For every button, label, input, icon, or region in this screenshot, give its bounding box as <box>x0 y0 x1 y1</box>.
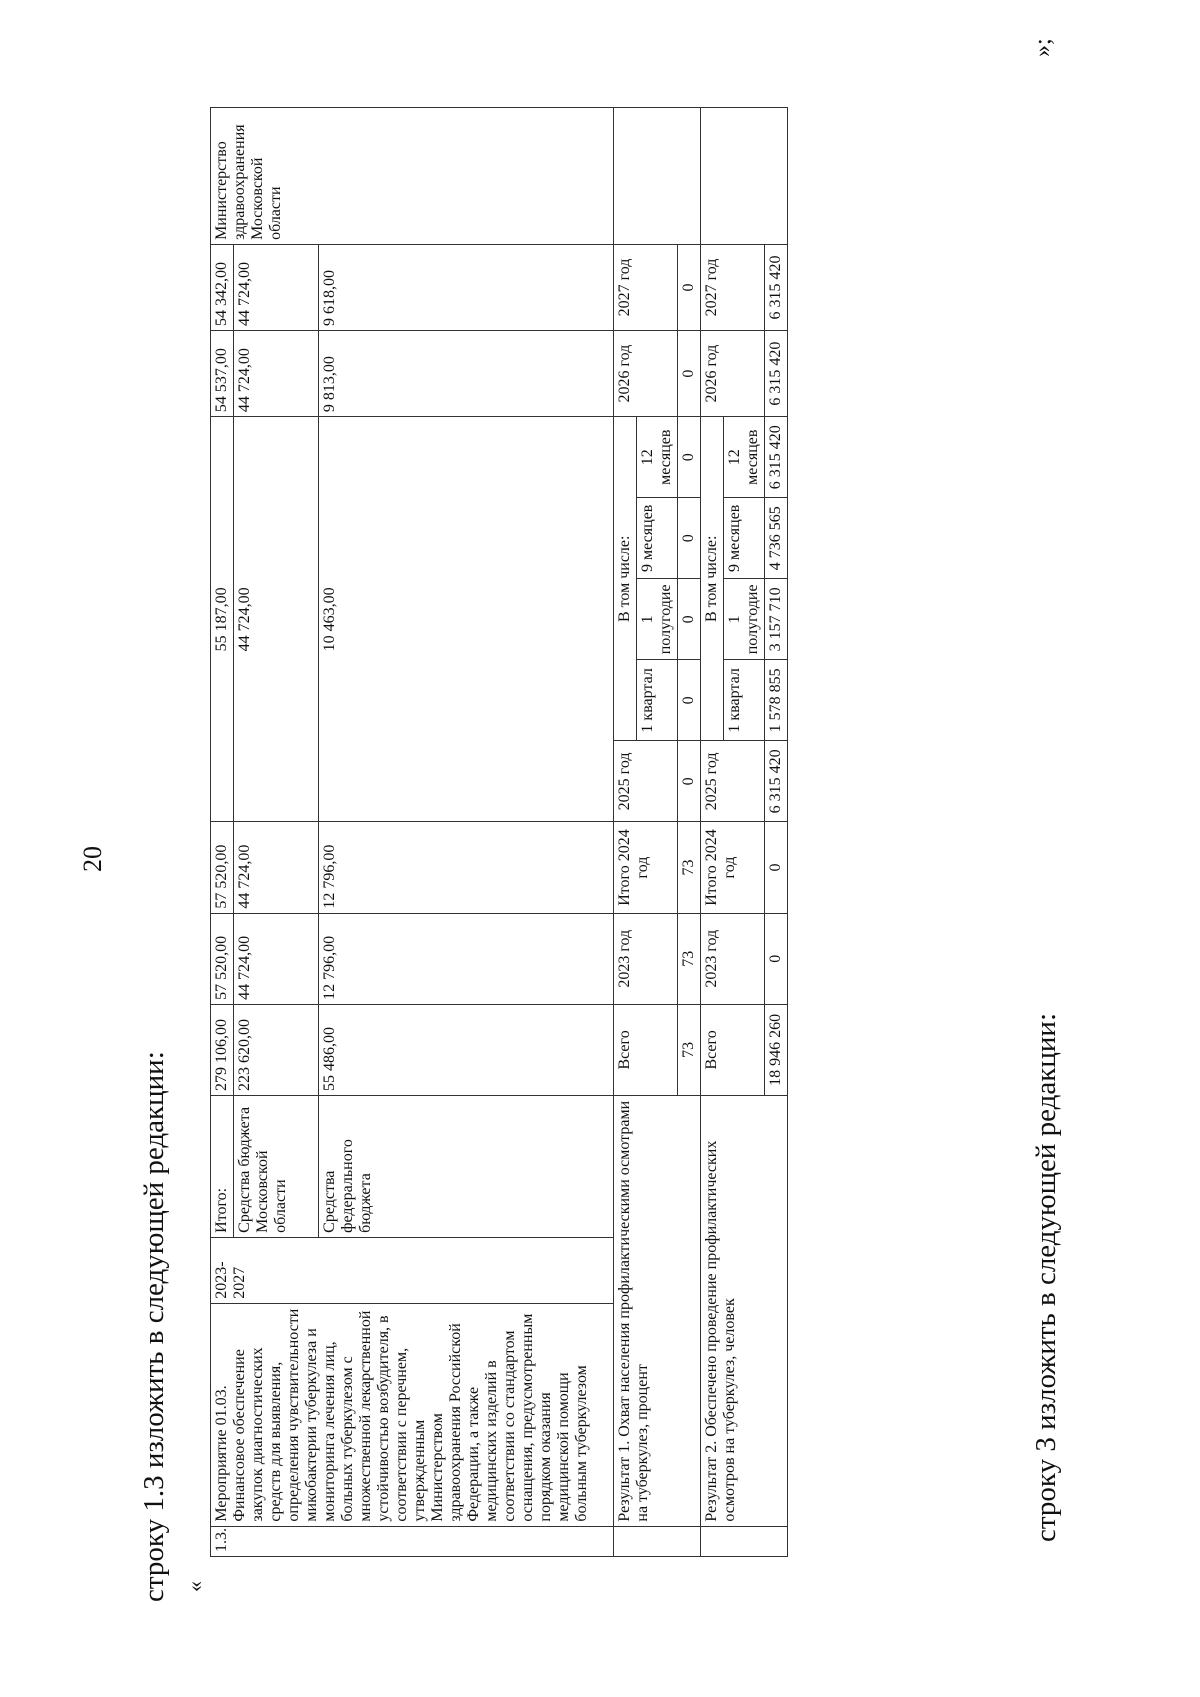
value-cell: 279 106,00 <box>211 1004 234 1095</box>
value-cell: 44 724,00 <box>234 913 319 1004</box>
value-cell: 55 187,00 <box>211 417 234 822</box>
table-row <box>614 108 637 1557</box>
responsible: Министерство здравоохранения Московской области <box>211 108 614 245</box>
header-cell: В том числе: <box>614 417 637 741</box>
header-cell: 2027 год <box>701 244 765 330</box>
header-cell: Всего <box>614 1004 678 1095</box>
table-row <box>701 108 724 1557</box>
source-cell: Итого: <box>211 1096 234 1238</box>
outro-text: строку 3 изложить в следующей редакции: <box>1030 1013 1062 1542</box>
value-cell: 0 <box>678 579 701 660</box>
program-table <box>210 107 788 1557</box>
value-cell: 44 724,00 <box>234 822 319 913</box>
value-cell: 0 <box>678 244 701 330</box>
header-cell: 1 полугодие <box>637 579 678 660</box>
value-cell: 1 578 855 <box>765 660 788 741</box>
value-cell: 0 <box>678 660 701 741</box>
value-cell: 73 <box>678 1004 701 1095</box>
header-cell: 2023 год <box>614 913 678 1004</box>
value-cell: 0 <box>678 331 701 417</box>
value-cell: 54 537,00 <box>211 331 234 417</box>
value-cell: 73 <box>678 913 701 1004</box>
value-cell: 54 342,00 <box>211 244 234 330</box>
page-number: 20 <box>78 846 107 872</box>
header-cell: 2027 год <box>614 244 678 330</box>
value-cell: 44 724,00 <box>234 244 319 330</box>
value-cell: 0 <box>765 822 788 913</box>
value-cell: 9 813,00 <box>319 331 614 417</box>
result-name: Результат 2. Обеспечено проведение профилактических осмотров на туберкулез, человек <box>701 1096 788 1527</box>
value-cell: 10 463,00 <box>319 417 614 822</box>
value-cell: 6 315 420 <box>765 244 788 330</box>
value-cell: 73 <box>678 822 701 913</box>
header-cell: 12 месяцев <box>637 417 678 498</box>
open-quote: « <box>182 1581 207 1592</box>
header-cell: Итого 2024 год <box>614 822 678 913</box>
value-cell: 0 <box>678 417 701 498</box>
value-cell: 18 946 260 <box>765 1004 788 1095</box>
intro-text: строку 1.3 изложить в следующей редакции: <box>138 1051 170 1602</box>
value-cell: 223 620,00 <box>234 1004 319 1095</box>
header-cell: 1 полугодие <box>724 579 765 660</box>
header-cell: Итого 2024 год <box>701 822 765 913</box>
value-cell: 44 724,00 <box>234 417 319 822</box>
header-cell: 2026 год <box>614 331 678 417</box>
value-cell: 44 724,00 <box>234 331 319 417</box>
header-cell: 2026 год <box>701 331 765 417</box>
value-cell: 3 157 710 <box>765 579 788 660</box>
source-cell: Средства бюджета Московской области <box>234 1096 319 1238</box>
header-cell: Всего <box>701 1004 765 1095</box>
header-cell: В том числе: <box>701 417 724 741</box>
value-cell: 0 <box>678 498 701 579</box>
header-cell: 1 квартал <box>637 660 678 741</box>
closing-quote: »; <box>1030 38 1056 57</box>
value-cell: 9 618,00 <box>319 244 614 330</box>
value-cell: 0 <box>678 741 701 822</box>
value-cell: 57 520,00 <box>211 822 234 913</box>
header-cell: 2023 год <box>701 913 765 1004</box>
value-cell: 12 796,00 <box>319 822 614 913</box>
table-row <box>211 108 234 1557</box>
header-cell: 2025 год <box>701 741 765 822</box>
period: 2023-2027 <box>211 1237 614 1303</box>
value-cell: 0 <box>765 913 788 1004</box>
header-cell: 9 месяцев <box>637 498 678 579</box>
measure-name: Мероприятие 01.03. Финансовое обеспечение закупок диагностических средств для выявления, определения чувствительности микобактерии туберкулеза и мониторинга лечения лиц, больных туберкулезом с множественной лекарственной устойчивостью возбудителя, в соответствии с перечнем, утвержденным Министерством здравоохранения Российской Федерации, а также медицинских изделий в соответствии со стандартом оснащения, предусмотренным порядком оказания медицинской помощи больным туберкулезом <box>211 1303 614 1526</box>
result-name: Результат 1. Охват населения профилактическими осмотрами на туберкулез, процент <box>614 1096 701 1527</box>
header-cell: 12 месяцев <box>724 417 765 498</box>
row-number: 1.3. <box>211 1526 614 1556</box>
value-cell: 12 796,00 <box>319 913 614 1004</box>
header-cell: 9 месяцев <box>724 498 765 579</box>
header-cell: 2025 год <box>614 741 678 822</box>
value-cell: 6 315 420 <box>765 741 788 822</box>
header-cell: 1 квартал <box>724 660 765 741</box>
value-cell: 57 520,00 <box>211 913 234 1004</box>
source-cell: Средства федерального бюджета <box>319 1096 614 1238</box>
value-cell: 6 315 420 <box>765 331 788 417</box>
value-cell: 55 486,00 <box>319 1004 614 1095</box>
value-cell: 4 736 565 <box>765 498 788 579</box>
value-cell: 6 315 420 <box>765 417 788 498</box>
